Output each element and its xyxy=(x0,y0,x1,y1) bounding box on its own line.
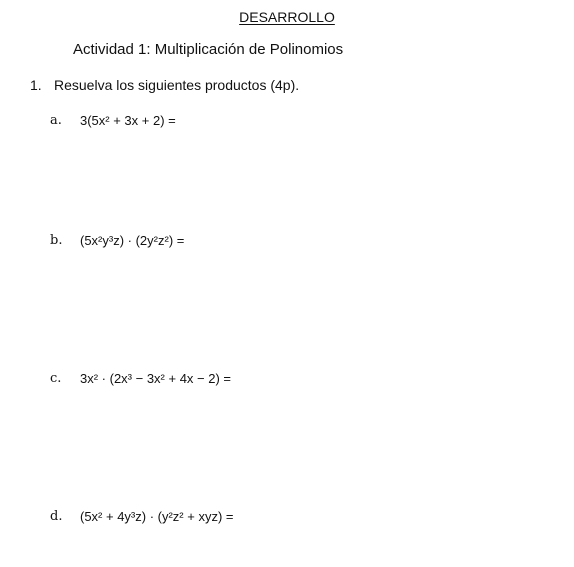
activity-title: Actividad 1: Multiplicación de Polinomios xyxy=(73,41,344,58)
item-letter: a. xyxy=(50,113,62,128)
item-expression: (5x² + 4y³z) · (y²z² + xyz) = xyxy=(80,509,234,524)
item-letter: b. xyxy=(50,233,63,248)
section-title: DESARROLLO xyxy=(239,9,335,25)
question-number: 1. xyxy=(30,77,42,93)
item-expression: 3x² · (2x³ − 3x² + 4x − 2) = xyxy=(80,371,231,386)
item-letter: c. xyxy=(50,371,62,386)
question-text: Resuelva los siguientes productos (4p). xyxy=(54,77,300,93)
item-expression: 3(5x² + 3x + 2) = xyxy=(80,113,176,128)
item-letter: d. xyxy=(50,509,63,524)
item-expression: (5x²y³z) · (2y²z²) = xyxy=(80,233,185,248)
